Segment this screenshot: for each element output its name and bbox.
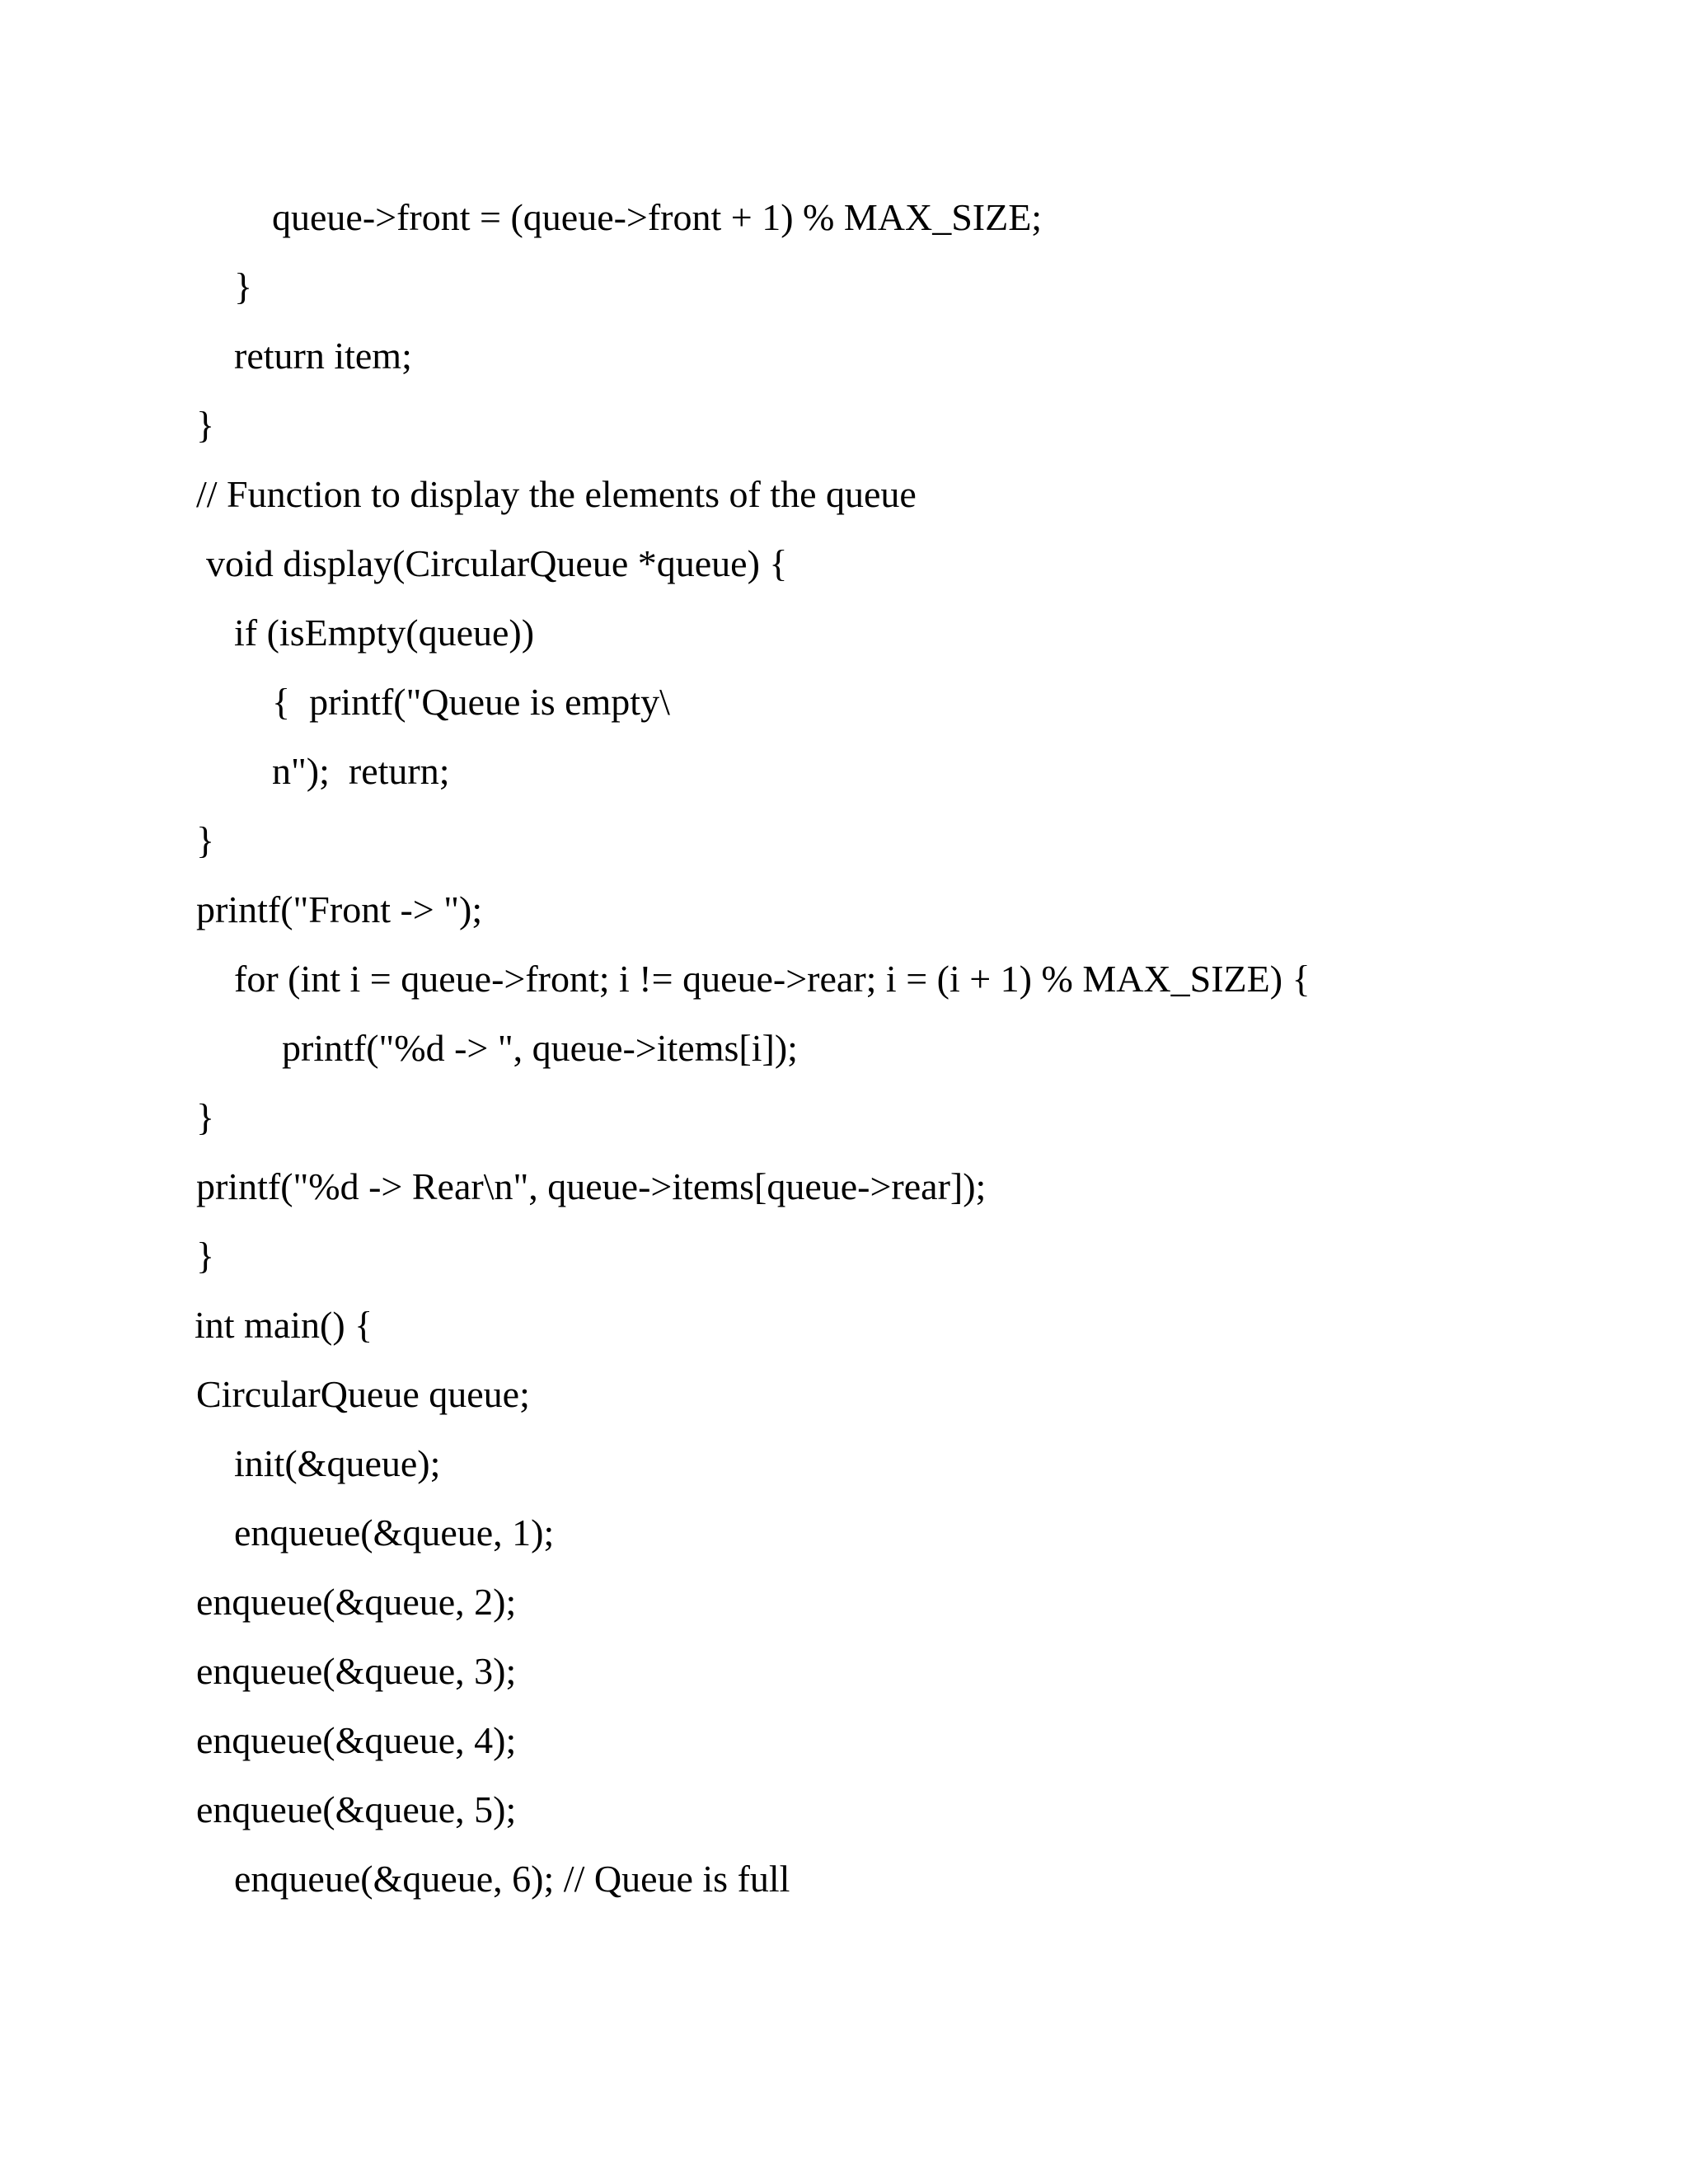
code-line: enqueue(&queue, 1); — [234, 1511, 555, 1554]
code-line: init(&queue); — [234, 1442, 441, 1484]
code-line: int main() { — [195, 1304, 373, 1346]
code-line: enqueue(&queue, 4); — [196, 1719, 517, 1761]
code-line: return item; — [234, 335, 412, 377]
code-line: n"); return; — [272, 750, 450, 792]
code-line: enqueue(&queue, 2); — [196, 1581, 517, 1623]
code-line: printf("Front -> "); — [196, 888, 483, 930]
code-line: CircularQueue queue; — [196, 1373, 530, 1415]
code-line: queue->front = (queue->front + 1) % MAX_SIZE; — [272, 196, 1043, 238]
code-line: for (int i = queue->front; i != queue->rear; i = (i + 1) % MAX_SIZE) { — [234, 958, 1311, 1000]
code-line: enqueue(&queue, 3); — [196, 1650, 517, 1692]
code-line: } — [196, 819, 215, 861]
code-line: } — [234, 265, 253, 307]
code-line: enqueue(&queue, 5); — [196, 1788, 517, 1830]
code-line: printf("%d -> ", queue->items[i]); — [282, 1027, 798, 1069]
code-line: } — [196, 1235, 215, 1277]
code-line: } — [196, 1096, 215, 1138]
code-line: { printf("Queue is empty\ — [272, 681, 670, 723]
code-line: void display(CircularQueue *queue) { — [206, 542, 788, 584]
code-line: // Function to display the elements of the queue — [196, 473, 917, 515]
code-line: } — [196, 404, 215, 446]
code-line: printf("%d -> Rear\n", queue->items[queue->rear]); — [196, 1165, 987, 1207]
code-line: enqueue(&queue, 6); // Queue is full — [234, 1858, 790, 1900]
code-line: if (isEmpty(queue)) — [234, 612, 535, 654]
